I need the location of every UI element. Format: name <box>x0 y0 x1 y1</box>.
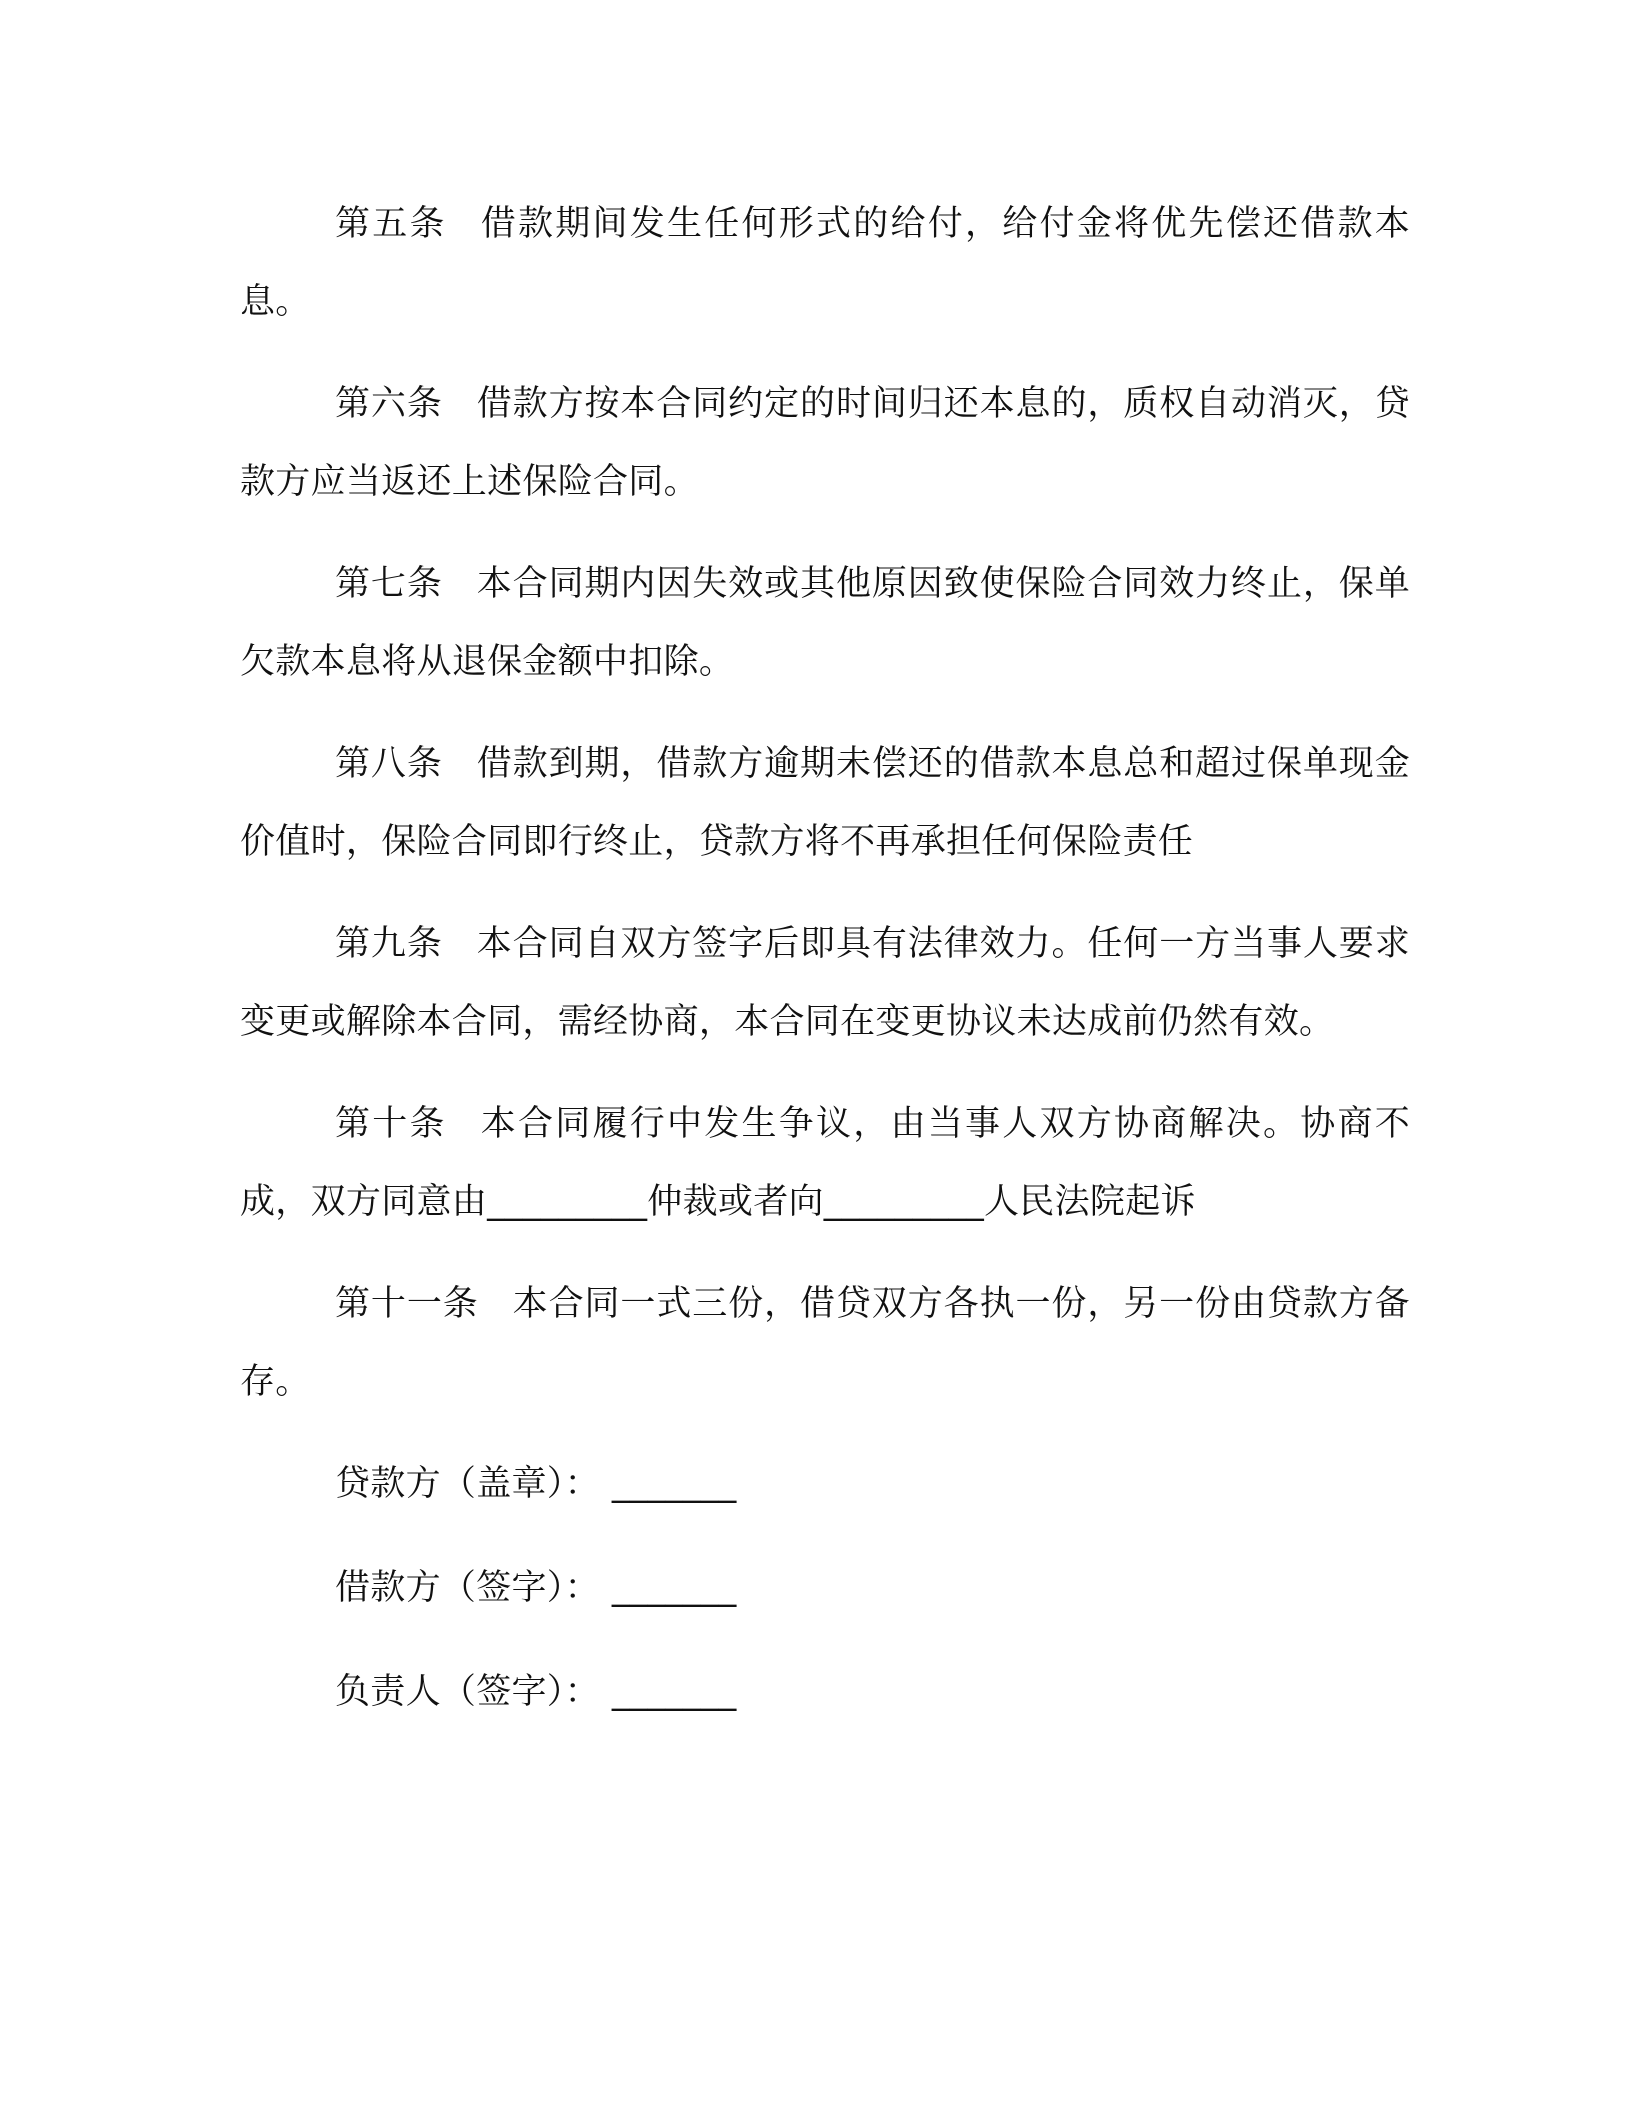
signature-lender <box>335 1445 1410 1523</box>
article-10 <box>240 1085 1410 1241</box>
article-label: 第九条 <box>335 924 443 964</box>
signature-blank: _______ <box>611 1672 737 1712</box>
article-label: 第六条 <box>335 384 443 424</box>
article-6 <box>240 365 1410 521</box>
article-text: 本合同期内因失效或其他原因致使保险合同效力终止，保单欠款本息将从退保金额中扣除。 <box>240 564 1410 682</box>
signature-label: 负责人（签字）： <box>335 1672 600 1712</box>
article-9 <box>240 905 1410 1061</box>
article-text: 借款到期，借款方逾期未偿还的借款本息总和超过保单现金价值时，保险合同即行终止，贷款方将不再承担任何保险责任 <box>240 744 1410 862</box>
signature-label: 借款方（签字）： <box>335 1568 600 1608</box>
article-8 <box>240 725 1410 881</box>
signature-blank: _______ <box>611 1464 737 1504</box>
article-text: 本合同履行中发生争议，由当事人双方协商解决。协商不成，双方同意由_________仲裁或者向_________人民法院起诉 <box>240 1104 1410 1222</box>
signature-responsible-person <box>335 1653 1410 1731</box>
article-label: 第八条 <box>335 744 443 784</box>
article-11 <box>240 1265 1410 1421</box>
signature-label: 贷款方（盖章）： <box>335 1464 600 1504</box>
article-text: 本合同自双方签字后即具有法律效力。任何一方当事人要求变更或解除本合同，需经协商，本合同在变更协议未达成前仍然有效。 <box>240 924 1410 1042</box>
article-text: 本合同一式三份，借贷双方各执一份，另一份由贷款方备存。 <box>240 1284 1410 1402</box>
article-label: 第五条 <box>335 204 447 244</box>
signature-borrower <box>335 1549 1410 1627</box>
article-5 <box>240 185 1410 341</box>
article-text: 借款方按本合同约定的时间归还本息的，质权自动消灭，贷款方应当返还上述保险合同。 <box>240 384 1410 502</box>
signature-block <box>240 1445 1410 1731</box>
signature-blank: _______ <box>611 1568 737 1608</box>
article-7 <box>240 545 1410 701</box>
article-label: 第七条 <box>335 564 443 604</box>
article-text: 借款期间发生任何形式的给付，给付金将优先偿还借款本息。 <box>240 204 1410 322</box>
article-label: 第十条 <box>335 1104 447 1144</box>
article-label: 第十一条 <box>335 1284 479 1324</box>
contract-body <box>240 185 1410 1757</box>
